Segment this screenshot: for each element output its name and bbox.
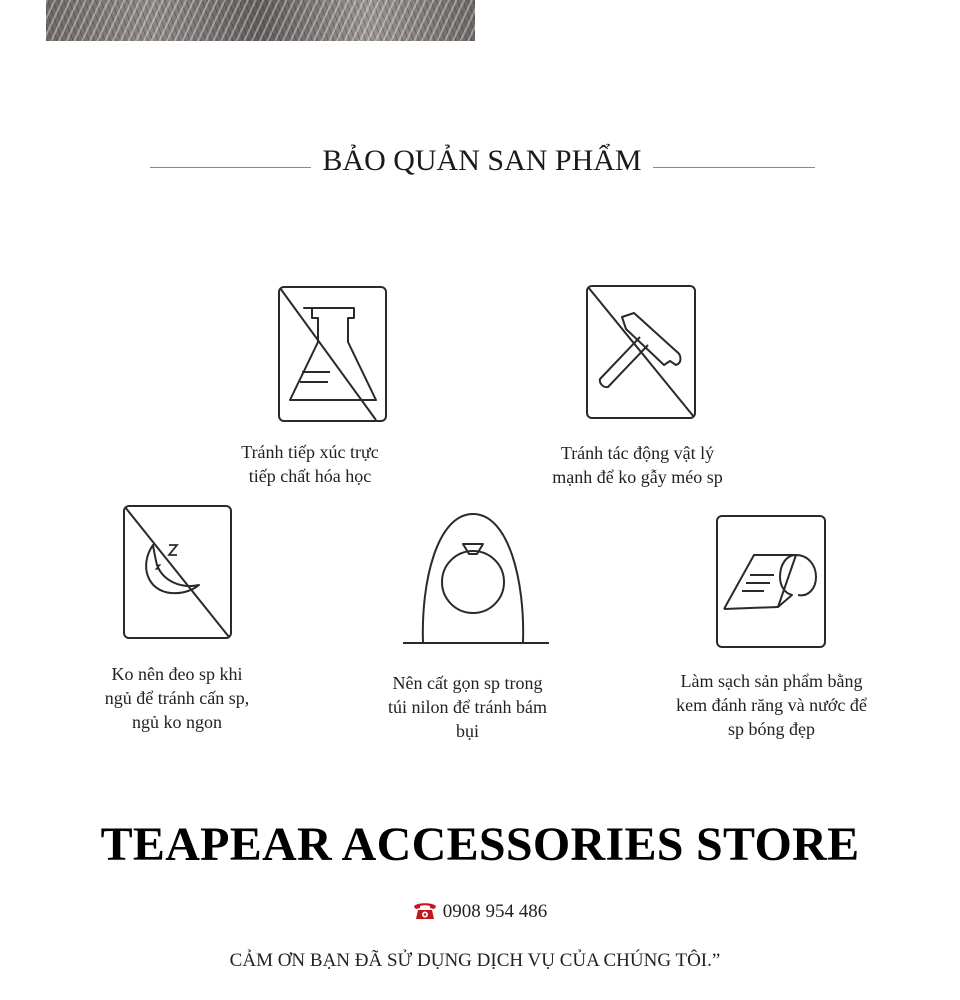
caption-line: Tránh tác động vật lý	[560, 443, 715, 463]
caption-line: bụi	[455, 721, 479, 741]
caption-line: sp bóng đẹp	[728, 719, 815, 739]
caption-line: Tránh tiếp xúc trực	[241, 442, 379, 462]
store-name: TEAPEAR ACCESSORIES STORE	[100, 818, 860, 871]
caption-line: kem đánh răng và nước để	[676, 695, 867, 715]
no-hammer-icon	[586, 285, 697, 421]
care-caption-cleaning	[650, 669, 893, 741]
heading-divider-left	[150, 167, 311, 168]
ring-in-pouch-icon	[403, 512, 549, 646]
telephone-icon	[413, 900, 437, 926]
care-caption-storage	[360, 671, 575, 743]
caption-line: tiếp chất hóa học	[248, 466, 372, 486]
section-heading	[150, 140, 815, 190]
care-caption-chemical	[210, 440, 410, 488]
caption-line: ngủ để tránh cấn sp,	[104, 688, 250, 708]
thank-you-message: CẢM ƠN BẠN ĐÃ SỬ DỤNG DỊCH VỤ CỦA CHÚNG TÔI.”	[229, 950, 721, 971]
section-title: BẢO QUẢN SAN PHẨM	[322, 144, 642, 177]
caption-line: ngủ ko ngon	[132, 712, 222, 732]
caption-line: mạnh để ko gẫy méo sp	[552, 467, 723, 487]
phone-row[interactable]	[0, 900, 960, 926]
fur-photo	[46, 0, 475, 41]
caption-line: túi nilon để tránh bám	[388, 697, 547, 717]
care-caption-sleep	[77, 662, 277, 734]
caption-line: Làm sạch sản phẩm bằng	[680, 671, 863, 691]
no-chemical-flask-icon	[278, 286, 388, 424]
care-caption-impact	[530, 441, 745, 489]
heading-divider-right	[653, 167, 815, 168]
caption-line: Nên cất gọn sp trong	[392, 673, 543, 693]
caption-line: Ko nên đeo sp khi	[111, 664, 243, 684]
phone-number[interactable]: 0908 954 486	[442, 901, 548, 922]
cleaning-cloth-icon	[716, 515, 827, 649]
no-sleep-moon-icon	[123, 505, 233, 641]
